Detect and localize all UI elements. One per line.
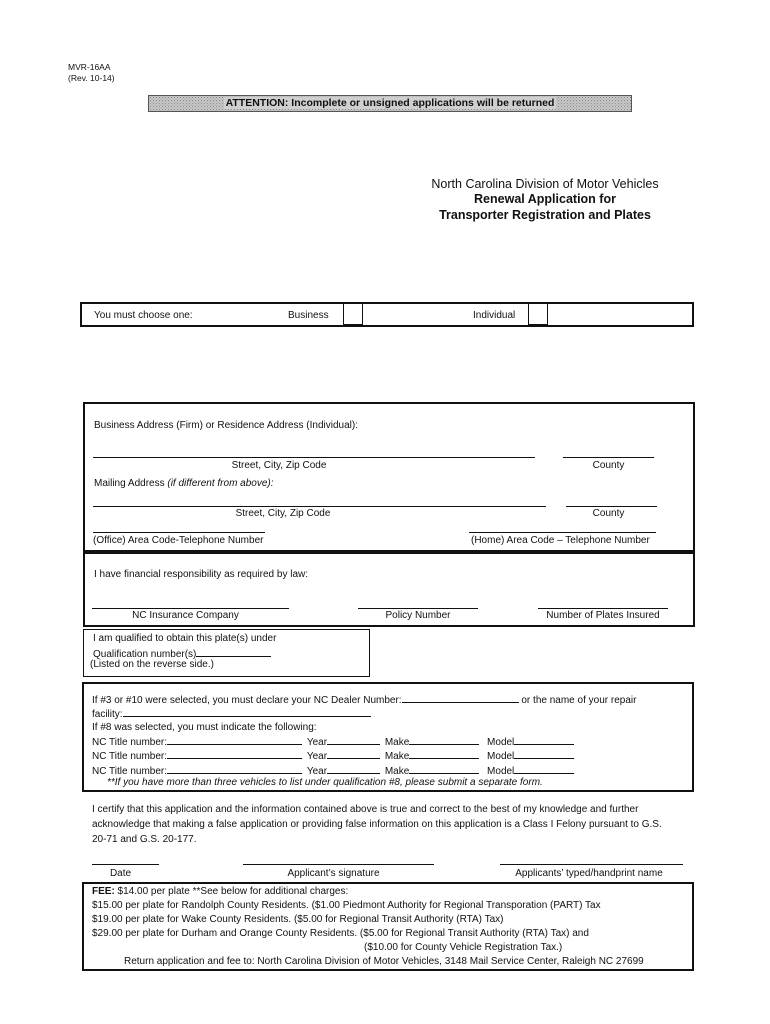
qualification-line1: I am qualified to obtain this plate(s) under [93,633,277,644]
title-number-label: NC Title number: [92,751,168,762]
model-field-3[interactable] [514,763,574,774]
form-number: MVR-16AA [68,62,111,72]
mailing-county-line[interactable] [566,506,657,507]
year-field-2[interactable] [327,748,380,759]
make-label: Make [384,751,410,762]
fee-wake: $19.00 per plate for Wake County Residents. ($5.00 for Regional Transit Authority (RTA) Tax) [92,914,504,925]
make-field-3[interactable] [409,763,479,774]
home-phone-line[interactable] [469,532,656,533]
individual-checkbox[interactable] [528,303,548,325]
mailing-county-label: County [592,508,625,519]
repair-facility-prompt: or the name of your repair [521,695,637,706]
make-label: Make [384,766,410,777]
qualification-line2 [93,646,271,660]
form-title-line1: Renewal Application for [474,192,616,206]
street-address-line[interactable] [93,457,535,458]
model-field-2[interactable] [514,748,574,759]
repair-facility-field[interactable] [123,706,371,717]
model-label: Model [487,737,515,748]
office-phone-label: (Office) Area Code-Telephone Number [93,535,264,546]
year-label: Year [306,737,328,748]
office-phone-line[interactable] [93,532,265,533]
date-label: Date [109,868,132,879]
return-address: Return application and fee to: North Carolina Division of Motor Vehicles, 3148 Mail Service Center, Raleigh NC 27699 [124,956,644,967]
fee-county-tax: ($10.00 for County Vehicle Registration Tax.) [364,942,563,953]
individual-option-label: Individual [473,310,516,321]
make-label: Make [384,737,410,748]
choose-prompt: You must choose one: [94,310,193,321]
make-field-1[interactable] [409,734,479,745]
year-field-1[interactable] [327,734,380,745]
fee-durham-orange: $29.00 per plate for Durham and Orange County Residents. ($5.00 for Regional Transit Authority (RTA) Tax) and [92,928,589,939]
multiple-vehicles-note: **If you have more than three vehicles to list under qualification #8, please submit a separate form. [107,777,543,788]
dealer-line1 [92,692,636,706]
fee-base: $14.00 per plate **See below for additional charges: [114,886,349,897]
address-heading: Business Address (Firm) or Residence Address (Individual): [94,420,358,431]
vehicle-row-3 [92,763,574,777]
mailing-street-line[interactable] [93,506,546,507]
policy-number-line[interactable] [358,608,478,609]
county-label: County [592,460,625,471]
plates-insured-label: Number of Plates Insured [546,610,660,621]
printed-name-label: Applicants’ typed/handprint name [515,868,663,879]
attention-text: ATTENTION: Incomplete or unsigned applications will be returned [225,97,555,109]
mailing-street-label: Street, City, Zip Code [235,508,331,519]
title-number-field-3[interactable] [167,763,302,774]
insurance-company-line[interactable] [92,608,289,609]
printed-name-line[interactable] [500,864,683,865]
form-revision: (Rev. 10-14) [68,73,115,83]
dealer-line2 [92,706,371,720]
attention-banner [148,95,632,112]
model-field-1[interactable] [514,734,574,745]
model-label: Model [487,751,515,762]
title-number-label: NC Title number: [92,766,168,777]
year-label: Year [306,751,328,762]
county-line[interactable] [563,457,654,458]
policy-number-label: Policy Number [385,610,451,621]
business-option-label: Business [288,310,329,321]
qualification-label: Qualification number(s) [93,649,197,660]
year-label: Year [306,766,328,777]
title-number-field-2[interactable] [167,748,302,759]
signature-line[interactable] [243,864,434,865]
mailing-label-text: Mailing Address [94,478,165,489]
mailing-note: (if different from above): [167,478,274,489]
year-field-3[interactable] [327,763,380,774]
signature-label: Applicant’s signature [287,868,380,879]
certification-text: I certify that this application and the information contained above is true and correct to the best of my knowledge and further acknowledge that making a false application or providing false information on this application is a Class I Felony pursuant to G.S. 20-71 and G.S. 20-177. [92,804,662,845]
agency-name: North Carolina Division of Motor Vehicles [431,177,659,191]
model-label: Model [487,766,515,777]
vehicle-row-1 [92,734,574,748]
fee-randolph: $15.00 per plate for Randolph County Residents. ($1.00 Piedmont Authority for Regional Transporation (PART) Tax [92,900,601,911]
title-instruction: If #8 was selected, you must indicate the following: [92,722,317,733]
facility-label: facility: [92,709,123,720]
business-checkbox[interactable] [343,303,363,325]
fee-label: FEE: [92,886,115,897]
dealer-number-prompt: If #3 or #10 were selected, you must declare your NC Dealer Number: [92,695,402,706]
plates-insured-line[interactable] [538,608,668,609]
vehicle-row-2 [92,748,574,762]
title-number-label: NC Title number: [92,737,168,748]
date-line[interactable] [92,864,159,865]
dealer-number-field[interactable] [402,692,519,703]
qualification-line3: (Listed on the reverse side.) [90,659,214,670]
home-phone-label: (Home) Area Code – Telephone Number [471,535,650,546]
form-title-line2: Transporter Registration and Plates [439,208,651,222]
fee-line1 [92,885,348,898]
mailing-address-label [94,478,274,489]
insurance-statement: I have financial responsibility as required by law: [94,569,308,580]
make-field-2[interactable] [409,748,479,759]
street-label: Street, City, Zip Code [231,460,327,471]
insurance-company-label: NC Insurance Company [132,610,239,621]
title-number-field-1[interactable] [167,734,302,745]
qualification-number-field[interactable] [196,646,271,657]
